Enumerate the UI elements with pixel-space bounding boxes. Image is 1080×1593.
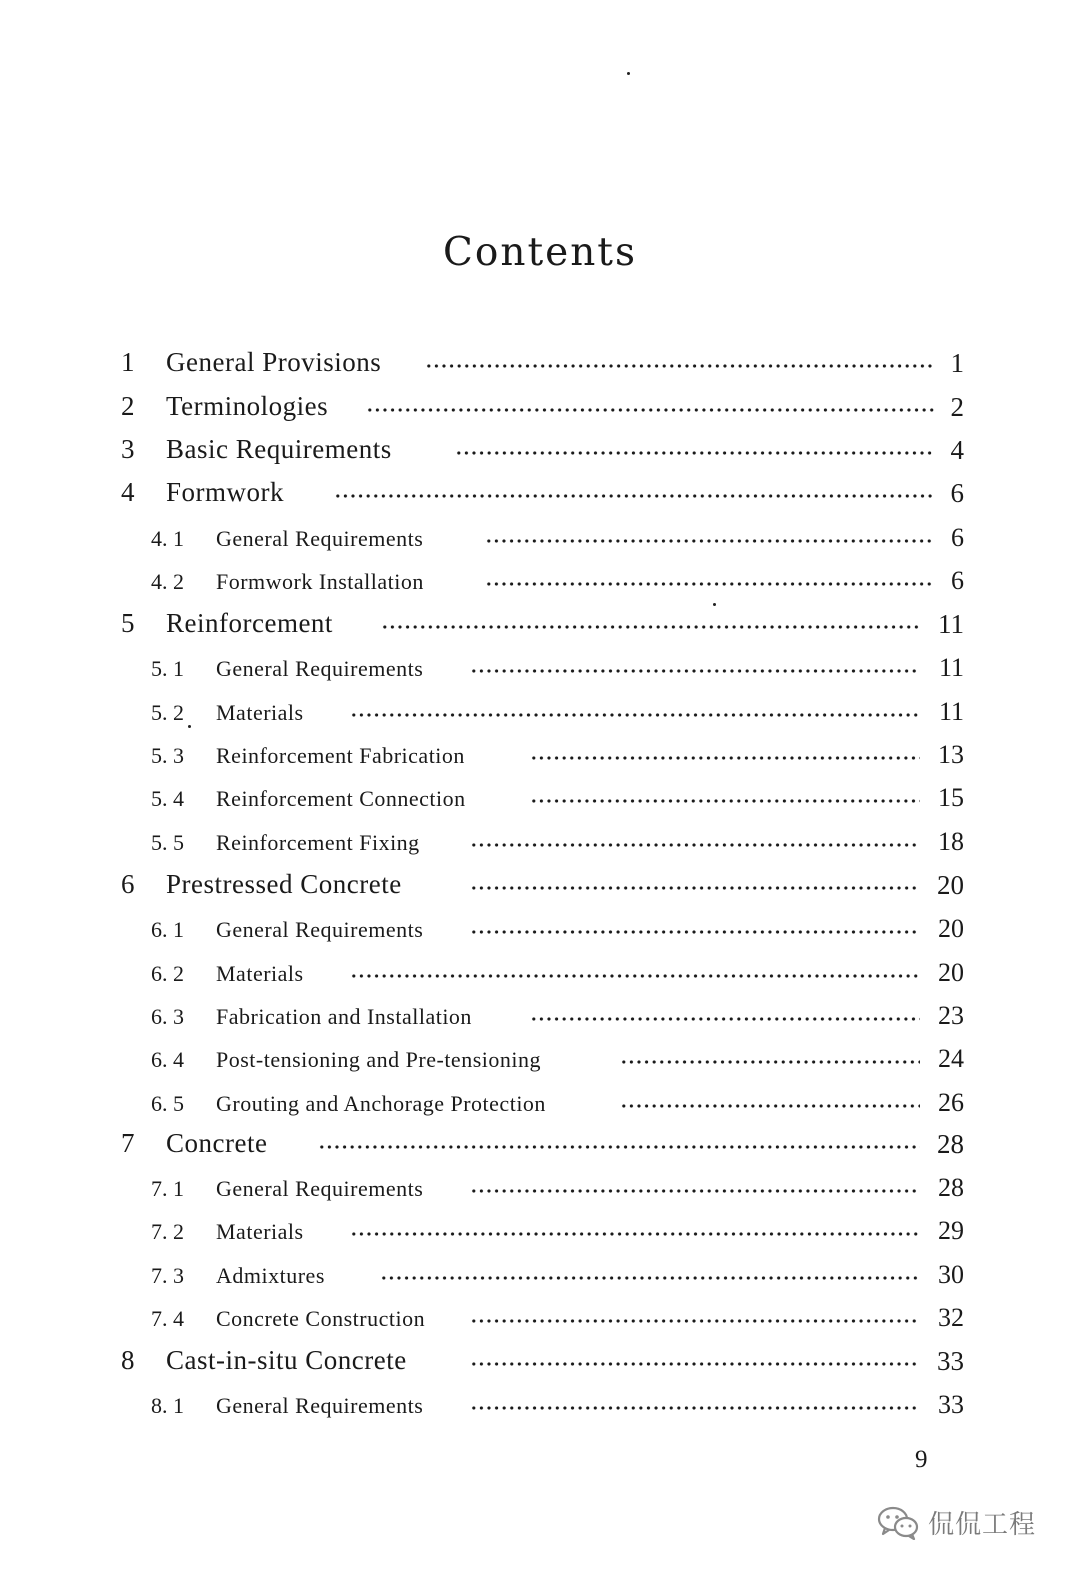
toc-entry-number: 6. 2 [151,961,184,986]
toc-entry-page-number: 32 [938,1303,964,1332]
dot-leader [470,669,920,673]
dot-leader [530,799,920,803]
dot-leader [530,756,920,760]
dot-leader [350,974,920,978]
toc-chapter-entry[interactable] [0,432,1080,472]
toc-entry-number: 8. 1 [151,1393,184,1418]
toc-entry-title: Formwork [166,477,284,507]
toc-entry-number: 5. 2 [151,700,184,725]
toc-entry-page-number: 33 [938,1390,964,1419]
toc-section-entry[interactable] [0,911,1080,951]
toc-entry-title: Materials [216,961,304,986]
toc-chapter-entry[interactable] [0,867,1080,907]
toc-entry-number: 5 [121,608,135,638]
toc-entry-page-number: 11 [938,653,964,682]
toc-entry-number: 5. 1 [151,656,184,681]
toc-entry-number: 4. 2 [151,569,184,594]
toc-entry-number: 4. 1 [151,526,184,551]
toc-entry-number: 5. 5 [151,830,184,855]
toc-entry-title: General Requirements [216,1393,424,1418]
toc-chapter-entry[interactable] [0,475,1080,515]
toc-entry-page-number: 6 [950,478,964,508]
toc-entry-page-number: 13 [938,740,964,769]
toc-entry-page-number: 11 [938,609,964,639]
page-number: 9 [915,1446,928,1473]
toc-entry-title: Grouting and Anchorage Protection [216,1091,546,1116]
dot-leader [350,1232,920,1236]
toc-entry-page-number: 15 [938,783,964,812]
toc-entry-title: Terminologies [166,391,329,421]
toc-section-entry[interactable] [0,998,1080,1038]
watermark [876,1500,1036,1544]
toc-chapter-entry[interactable] [0,606,1080,646]
toc-entry-title: Prestressed Concrete [166,869,402,899]
dot-leader [485,539,935,543]
toc-entry-title: General Requirements [216,526,424,551]
dot-leader [470,930,920,934]
toc-entry-number: 6. 4 [151,1047,184,1072]
toc-entry-title: General Requirements [216,1176,424,1201]
dot-leader [470,1189,920,1193]
toc-entry-title: Materials [216,700,304,725]
toc-chapter-entry[interactable] [0,1126,1080,1166]
scan-speck [627,72,630,75]
toc-entry-title: Concrete Construction [216,1306,426,1331]
toc-entry-number: 7. 1 [151,1176,184,1201]
toc-entry-number: 2 [121,391,135,421]
toc-entry-number: 7. 4 [151,1306,184,1331]
dot-leader [470,1319,920,1323]
toc-section-entry[interactable] [0,1085,1080,1125]
toc-entry-number: 6. 3 [151,1004,184,1029]
toc-section-entry[interactable] [0,1041,1080,1081]
toc-entry-title: Basic Requirements [166,434,392,464]
toc-entry-page-number: 23 [938,1001,964,1030]
toc-entry-page-number: 20 [938,958,964,987]
toc-entry-number: 6. 5 [151,1091,184,1116]
wechat-icon [876,1504,920,1540]
toc-entry-page-number: 28 [938,1173,964,1202]
toc-section-entry[interactable] [0,1213,1080,1253]
toc-entry-title: General Requirements [216,656,424,681]
toc-entry-page-number: 18 [938,827,964,856]
toc-section-entry[interactable] [0,780,1080,820]
toc-section-entry[interactable] [0,1387,1080,1427]
toc-entry-number: 7. 2 [151,1219,184,1244]
toc-entry-title: Concrete [166,1128,268,1158]
watermark-text: 侃侃工程 [928,1509,1037,1540]
toc-entry-number: 6. 1 [151,917,184,942]
toc-section-entry[interactable] [0,955,1080,995]
toc-entry-number: 8 [121,1345,135,1375]
toc-section-entry[interactable] [0,1300,1080,1340]
dot-leader [381,625,920,629]
dot-leader [620,1104,920,1108]
toc-entry-title: General Requirements [216,917,424,942]
toc-entry-number: 3 [121,434,135,464]
toc-entry-number: 6 [121,869,135,899]
toc-entry-page-number: 1 [950,348,964,378]
dot-leader [334,494,935,498]
dot-leader [380,1276,920,1280]
toc-entry-title: Cast-in-situ Concrete [166,1345,407,1375]
dot-leader [318,1145,920,1149]
toc-entry-page-number: 20 [938,914,964,943]
toc-section-entry[interactable] [0,1257,1080,1297]
toc-entry-title: Admixtures [216,1263,325,1288]
toc-entry-page-number: 4 [950,435,964,465]
toc-section-entry[interactable] [0,1170,1080,1210]
toc-section-entry[interactable] [0,824,1080,864]
dot-leader [530,1017,920,1021]
toc-entry-number: 1 [121,347,135,377]
dot-leader [470,843,920,847]
toc-entry-title: Reinforcement Fixing [216,830,420,855]
toc-entry-page-number: 6 [951,566,964,595]
toc-entry-number: 5. 4 [151,786,184,811]
dot-leader [366,408,935,412]
toc-entry-title: Formwork Installation [216,569,424,594]
toc-entry-title: Fabrication and Installation [216,1004,472,1029]
toc-entry-title: Reinforcement Connection [216,786,466,811]
dot-leader [425,364,935,368]
toc-section-entry[interactable] [0,694,1080,734]
dot-leader [470,1362,920,1366]
toc-entry-page-number: 2 [950,392,964,422]
toc-entry-page-number: 29 [938,1216,964,1245]
toc-section-entry[interactable] [0,520,1080,560]
toc-entry-number: 7. 3 [151,1263,184,1288]
dot-leader [620,1060,920,1064]
toc-entry-page-number: 30 [938,1260,964,1289]
toc-entry-page-number: 33 [937,1346,964,1376]
page-title: Contents [443,230,637,275]
toc-chapter-entry[interactable] [0,1343,1080,1383]
toc-entry-page-number: 24 [938,1044,964,1073]
toc-entry-page-number: 20 [937,870,964,900]
toc-entry-number: 7 [121,1128,135,1158]
toc-entry-title: Reinforcement [166,608,333,638]
dot-leader [470,886,920,890]
toc-chapter-entry[interactable] [0,345,1080,385]
toc-section-entry[interactable] [0,650,1080,690]
toc-entry-title: Reinforcement Fabrication [216,743,465,768]
dot-leader [470,1406,920,1410]
toc-entry-title: Materials [216,1219,304,1244]
toc-chapter-entry[interactable] [0,389,1080,429]
toc-entry-number: 5. 3 [151,743,184,768]
toc-section-entry[interactable] [0,563,1080,603]
dot-leader [455,451,935,455]
toc-entry-number: 4 [121,477,135,507]
toc-section-entry[interactable] [0,737,1080,777]
dot-leader [485,582,935,586]
toc-entry-page-number: 6 [951,523,964,552]
toc-entry-title: General Provisions [166,347,382,377]
toc-entry-page-number: 26 [938,1088,964,1117]
dot-leader [350,713,920,717]
toc-entry-page-number: 11 [938,697,964,726]
toc-entry-title: Post-tensioning and Pre-tensioning [216,1047,541,1072]
toc-entry-page-number: 28 [937,1129,964,1159]
